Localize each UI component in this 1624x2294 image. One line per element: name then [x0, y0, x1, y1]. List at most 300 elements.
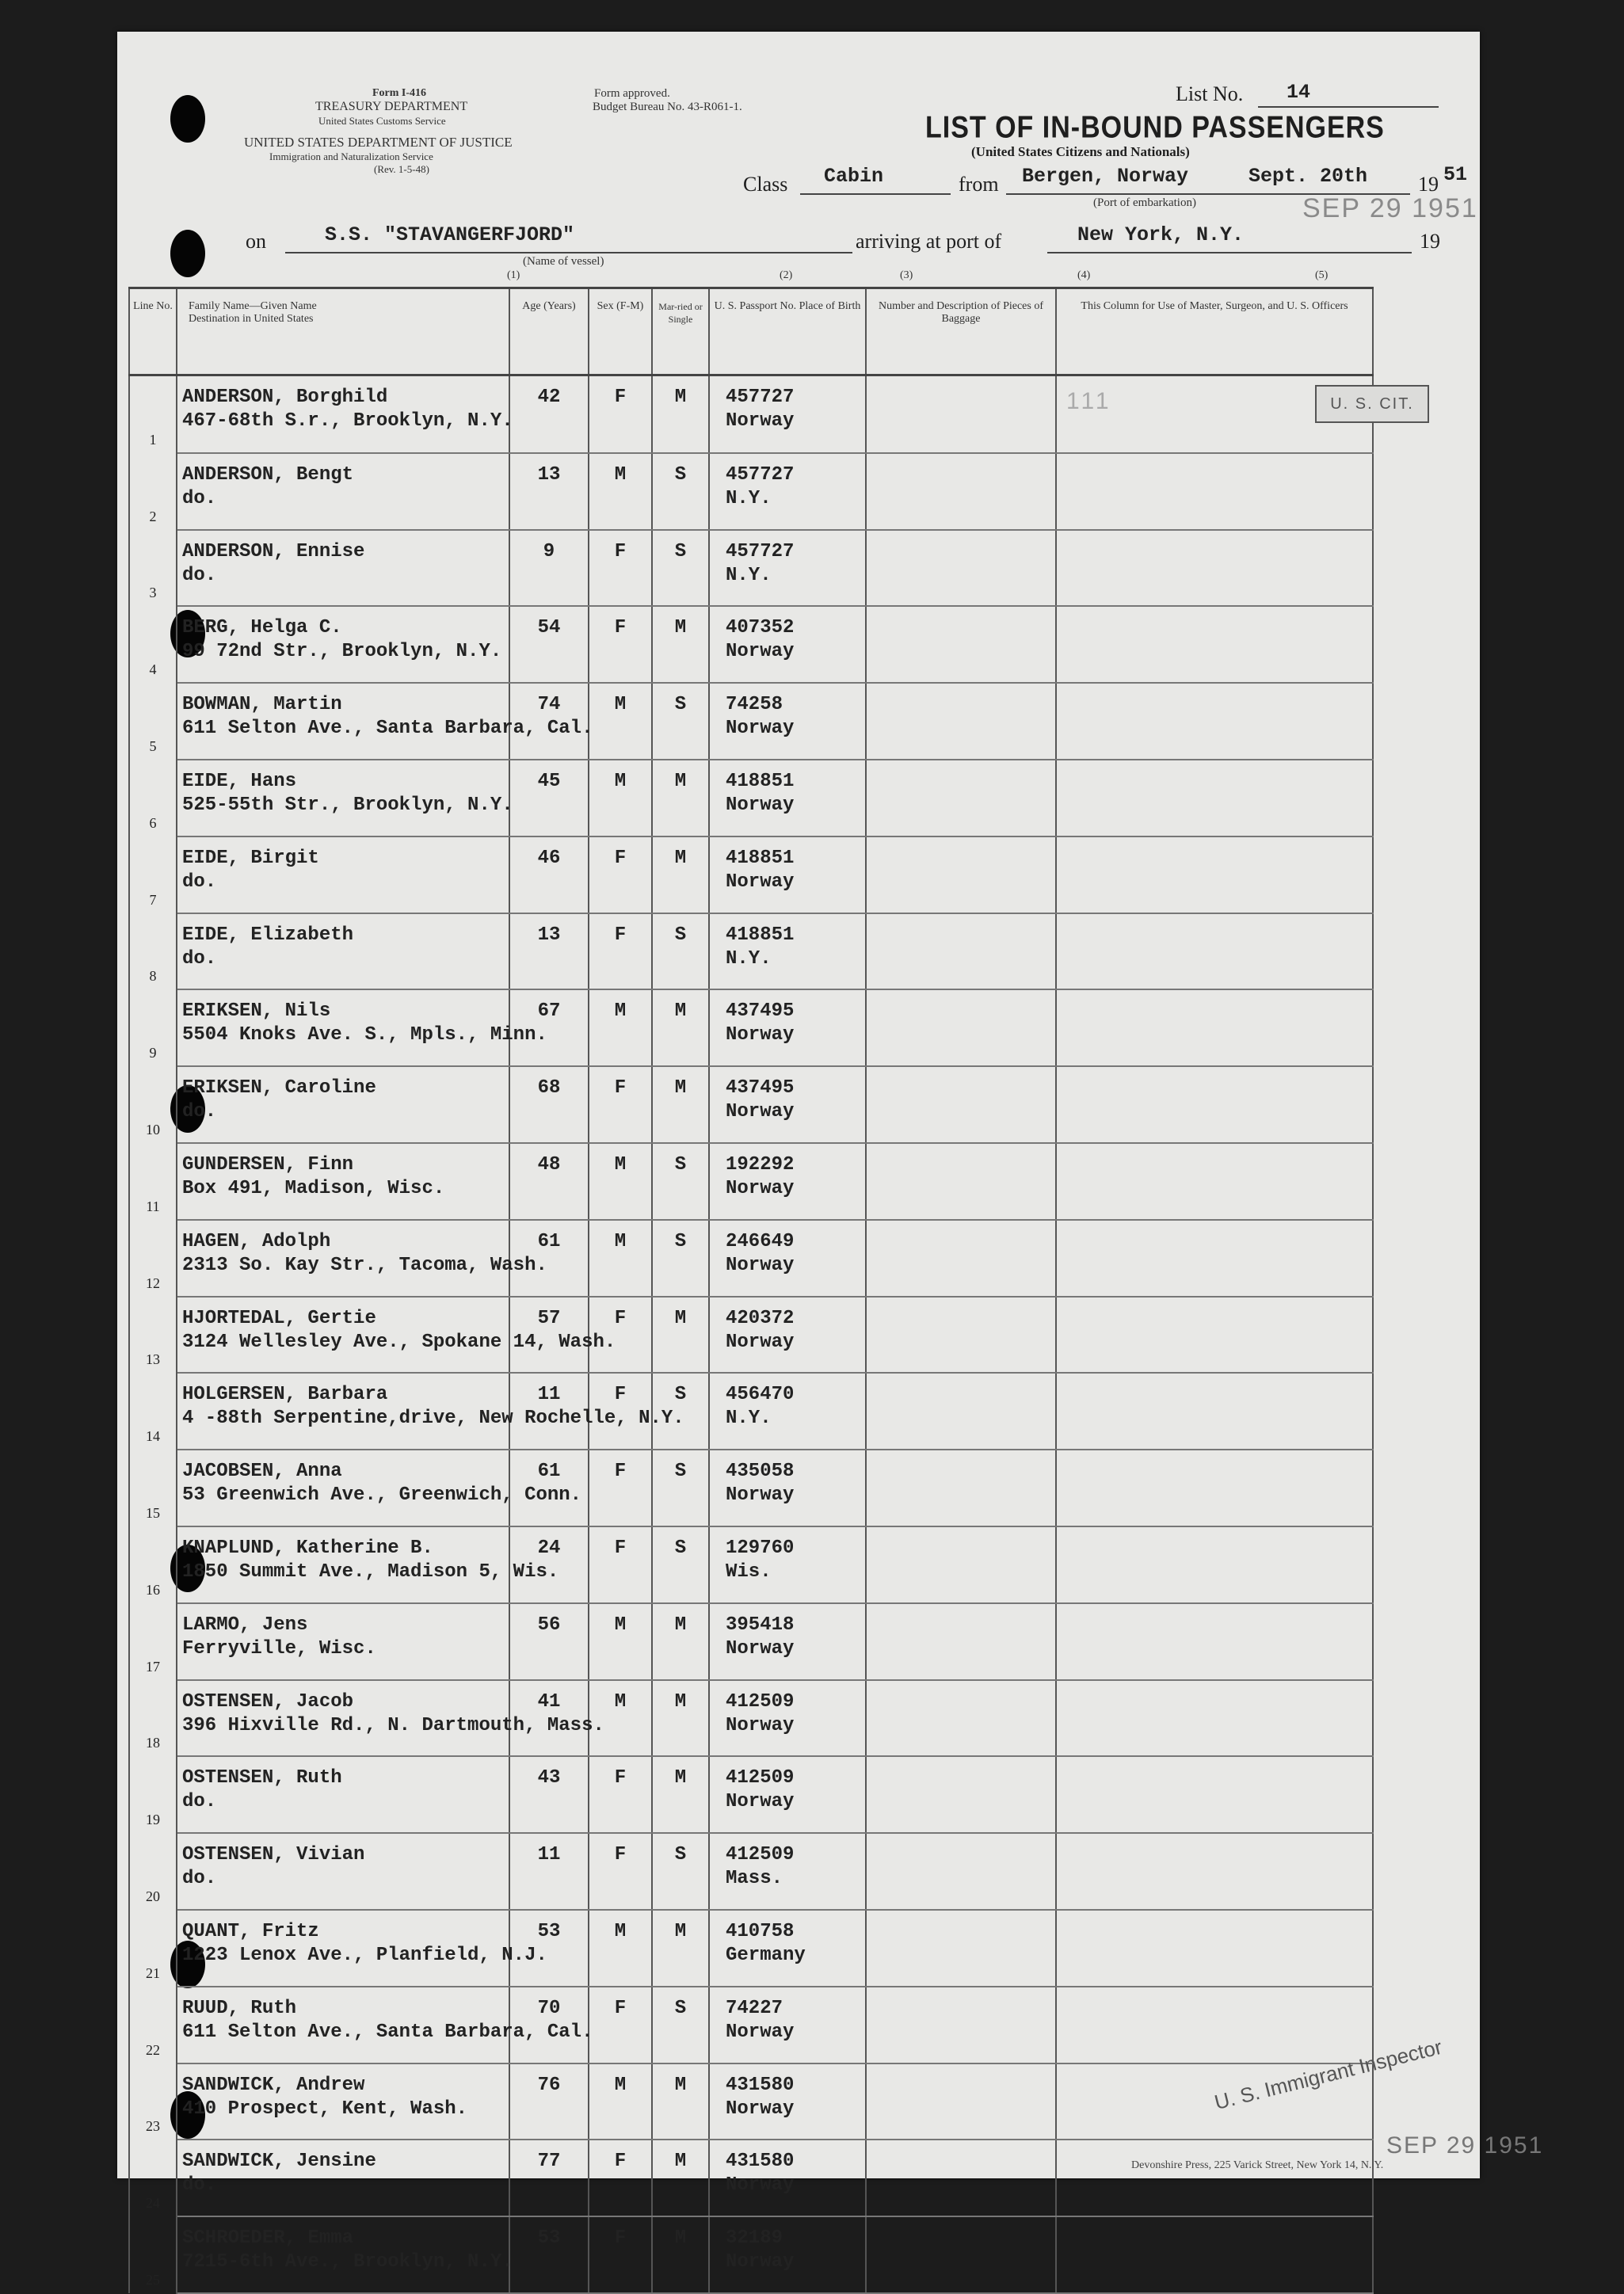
passport-cell [709, 683, 866, 760]
passenger-row [129, 375, 1373, 453]
officers-cell [1056, 1987, 1373, 2063]
passenger-sex: F [614, 1767, 627, 1789]
age-cell [509, 530, 589, 607]
passport-cell [709, 606, 866, 683]
passenger-destination: do. [182, 1868, 217, 1890]
passenger-destination: 53 Greenwich Ave., Greenwich, Conn. [182, 1484, 582, 1507]
officers-cell [1056, 1373, 1373, 1450]
passenger-sex: M [614, 1153, 627, 1176]
passport-cell [709, 1603, 866, 1680]
form-number: Form I-416 [372, 87, 427, 99]
passenger-sex: F [614, 1384, 627, 1406]
marital-cell [652, 2216, 709, 2293]
passenger-sex: F [614, 1844, 627, 1866]
passport-cell [709, 1833, 866, 1910]
passport-cell [709, 453, 866, 530]
name-destination-cell [177, 2063, 509, 2140]
passport-cell [709, 1220, 866, 1297]
passenger-marital-status: M [674, 617, 687, 639]
sex-cell [589, 1450, 652, 1526]
passenger-marital-status: M [674, 1690, 687, 1713]
officers-cell [1056, 606, 1373, 683]
passenger-destination: 2313 So. Kay Str., Tacoma, Wash. [182, 1254, 547, 1276]
age-cell [509, 1603, 589, 1680]
header-name-destination: Family Name—Given Name Destination in United States [177, 288, 509, 375]
sex-cell [589, 1526, 652, 1603]
list-no-underline [1258, 106, 1439, 108]
arrival-date-stamp: SEP 29 1951 [1302, 193, 1478, 223]
passenger-marital-status: S [674, 924, 687, 946]
passenger-row [129, 1680, 1373, 1757]
passenger-sex: F [614, 617, 627, 639]
age-cell [509, 2063, 589, 2140]
passenger-marital-status: S [674, 463, 687, 486]
sex-cell [589, 453, 652, 530]
place-of-birth: Norway [726, 1331, 795, 1353]
age-cell [509, 1756, 589, 1833]
sex-cell [589, 530, 652, 607]
class-underline [800, 193, 951, 195]
line-number: 8 [129, 913, 177, 990]
officers-cell [1056, 760, 1373, 836]
passport-number: 456470 [726, 1384, 795, 1406]
passport-number: 74227 [726, 1997, 783, 2019]
sex-cell [589, 2063, 652, 2140]
passenger-marital-status: S [674, 1384, 687, 1406]
age-cell [509, 913, 589, 990]
passport-number: 418851 [726, 924, 795, 946]
passport-number: 431580 [726, 2151, 795, 2173]
passenger-marital-status: S [674, 694, 687, 716]
baggage-cell [866, 1910, 1056, 1987]
sex-cell [589, 1066, 652, 1143]
passport-number: 129760 [726, 1537, 795, 1559]
passenger-name: EIDE, Hans [182, 770, 297, 792]
baggage-cell [866, 2216, 1056, 2293]
header-officers: This Column for Use of Master, Surgeon, and U. S. Officers [1056, 288, 1373, 375]
marital-cell [652, 760, 709, 836]
passenger-name: GUNDERSEN, Finn [182, 1153, 354, 1176]
passenger-row [129, 530, 1373, 607]
officers-cell [1056, 913, 1373, 990]
sex-cell [589, 1603, 652, 1680]
line-number: 13 [129, 1297, 177, 1374]
passenger-row [129, 1373, 1373, 1450]
col-num-5: (5) [1315, 269, 1329, 281]
passport-cell [709, 1373, 866, 1450]
passenger-age: 77 [537, 2151, 561, 2173]
passport-cell [709, 1143, 866, 1220]
header-married: Mar-ried or Single [652, 288, 709, 375]
line-number: 7 [129, 836, 177, 913]
baggage-cell [866, 1220, 1056, 1297]
passenger-name: KNAPLUND, Katherine B. [182, 1537, 433, 1559]
age-cell [509, 1833, 589, 1910]
header-sex: Sex (F-M) [589, 288, 652, 375]
place-of-birth: Norway [726, 1484, 795, 1507]
passenger-marital-status: S [674, 540, 687, 562]
passenger-destination: 467-68th S.r., Brooklyn, N.Y. [182, 410, 513, 432]
passenger-destination: do. [182, 487, 217, 509]
passenger-name: OSTENSEN, Jacob [182, 1690, 354, 1713]
sex-cell [589, 760, 652, 836]
name-destination-cell [177, 1066, 509, 1143]
line-number: 25 [129, 2216, 177, 2293]
age-cell [509, 2140, 589, 2216]
passenger-age: 61 [537, 1461, 561, 1483]
passenger-name: HJORTEDAL, Gertie [182, 1307, 376, 1329]
passport-cell [709, 913, 866, 990]
place-of-birth: Norway [726, 2174, 795, 2197]
passenger-marital-status: S [674, 1230, 687, 1252]
line-number: 20 [129, 1833, 177, 1910]
passenger-row [129, 453, 1373, 530]
place-of-birth: N.Y. [726, 1408, 772, 1430]
baggage-cell [866, 989, 1056, 1066]
sex-cell [589, 989, 652, 1066]
passenger-marital-status: M [674, 847, 687, 869]
passenger-age: 56 [537, 1614, 561, 1636]
passport-number: 457727 [726, 387, 795, 408]
sex-cell [589, 1756, 652, 1833]
passenger-age: 68 [537, 1077, 561, 1099]
marital-cell [652, 1987, 709, 2063]
marital-cell [652, 989, 709, 1066]
passport-cell [709, 1910, 866, 1987]
passenger-sex: M [614, 1230, 627, 1252]
passenger-age: 43 [537, 1767, 561, 1789]
place-of-birth: Norway [726, 1024, 795, 1046]
passenger-destination: do. [182, 871, 217, 893]
sex-cell [589, 913, 652, 990]
vessel-name: S.S. "STAVANGERFJORD" [325, 223, 575, 246]
marital-cell [652, 1910, 709, 1987]
sex-cell [589, 1220, 652, 1297]
passenger-table [128, 287, 1374, 2294]
arriving-underline [1047, 252, 1412, 253]
line-number: 17 [129, 1603, 177, 1680]
line-number: 6 [129, 760, 177, 836]
officers-cell [1056, 836, 1373, 913]
sex-cell [589, 2216, 652, 2293]
marital-cell [652, 1066, 709, 1143]
line-number: 5 [129, 683, 177, 760]
baggage-mark: 111 [1066, 388, 1112, 414]
baggage-cell [866, 913, 1056, 990]
passenger-row [129, 606, 1373, 683]
passenger-name: HAGEN, Adolph [182, 1230, 331, 1252]
passenger-sex: M [614, 770, 627, 792]
passenger-age: 13 [537, 463, 561, 486]
form-approved: Form approved. [594, 87, 670, 100]
passenger-row [129, 1450, 1373, 1526]
officers-cell [1056, 1910, 1373, 1987]
place-of-birth: Norway [726, 718, 795, 740]
officers-cell [1056, 2140, 1373, 2216]
sailing-date: Sept. 20th [1248, 165, 1368, 188]
passenger-sex: F [614, 1077, 627, 1099]
sex-cell [589, 1987, 652, 2063]
marital-cell [652, 530, 709, 607]
printer-imprint: Devonshire Press, 225 Varick Street, New York 14, N. Y. [1131, 2159, 1384, 2171]
officers-cell [1056, 1833, 1373, 1910]
passenger-age: 53 [537, 2227, 561, 2250]
passenger-marital-status: S [674, 1997, 687, 2019]
passenger-row [129, 683, 1373, 760]
passenger-name: LARMO, Jens [182, 1614, 308, 1636]
punch-hole [170, 230, 205, 277]
passport-cell [709, 1680, 866, 1757]
from-label: from [959, 173, 999, 196]
baggage-cell [866, 2140, 1056, 2216]
passenger-name: SCHROEDER, Emma [182, 2227, 354, 2250]
header-passport: U. S. Passport No. Place of Birth [709, 288, 866, 375]
inspector-stamp: U. S. Immigrant Inspector [1212, 2034, 1445, 2115]
passenger-marital-status: M [674, 1307, 687, 1329]
passport-number: 246649 [726, 1230, 795, 1252]
col-num-4: (4) [1077, 269, 1091, 281]
passenger-marital-status: M [674, 1614, 687, 1636]
name-destination-cell [177, 1833, 509, 1910]
passenger-name: SANDWICK, Andrew [182, 2074, 365, 2096]
passport-number: 395418 [726, 1614, 795, 1636]
passenger-marital-status: M [674, 1767, 687, 1789]
officers-cell [1056, 1450, 1373, 1526]
marital-cell [652, 1143, 709, 1220]
passenger-destination: Ferryville, Wisc. [182, 1637, 376, 1660]
vessel-underline [285, 252, 852, 253]
passenger-age: 67 [537, 1000, 561, 1023]
marital-cell [652, 2063, 709, 2140]
passenger-age: 13 [537, 924, 561, 946]
passenger-destination: 4 -88th Serpentine,drive, New Rochelle, N.Y. [182, 1408, 684, 1430]
line-number: 24 [129, 2140, 177, 2216]
passport-number: 431580 [726, 2074, 795, 2096]
place-of-birth: Germany [726, 1944, 806, 1966]
line-number: 9 [129, 989, 177, 1066]
passport-number: 32189 [726, 2227, 783, 2250]
year2-label: 19 [1420, 230, 1440, 253]
passenger-sex: F [614, 1997, 627, 2019]
officers-cell [1056, 1297, 1373, 1374]
passenger-destination: 1223 Lenox Ave., Planfield, N.J. [182, 1944, 547, 1966]
baggage-cell [866, 1756, 1056, 1833]
marital-cell [652, 453, 709, 530]
age-cell [509, 453, 589, 530]
place-of-birth: Norway [726, 2098, 795, 2120]
baggage-cell [866, 1143, 1056, 1220]
passenger-name: EIDE, Birgit [182, 847, 319, 869]
passenger-age: 54 [537, 617, 561, 639]
header-age: Age (Years) [509, 288, 589, 375]
class-label: Class [743, 173, 788, 196]
passenger-destination: do. [182, 947, 217, 970]
passenger-marital-status: M [674, 2074, 687, 2096]
marital-cell [652, 1526, 709, 1603]
from-value: Bergen, Norway [1022, 165, 1189, 188]
passport-number: 412509 [726, 1844, 795, 1866]
passport-cell [709, 836, 866, 913]
embarkation-label: (Port of embarkation) [1093, 196, 1196, 209]
passenger-row [129, 2063, 1373, 2140]
passenger-row [129, 1987, 1373, 2063]
line-number: 15 [129, 1450, 177, 1526]
passenger-row [129, 1756, 1373, 1833]
vessel-label: (Name of vessel) [523, 255, 604, 268]
passenger-row [129, 2216, 1373, 2293]
name-destination-cell [177, 989, 547, 1066]
table-header-row [129, 288, 1373, 375]
line-number: 1 [129, 375, 177, 453]
line-number: 23 [129, 2063, 177, 2140]
line-number: 21 [129, 1910, 177, 1987]
passenger-row [129, 1297, 1373, 1374]
age-cell [509, 375, 589, 453]
passenger-destination: 5504 Knoks Ave. S., Mpls., Minn. [182, 1024, 547, 1046]
place-of-birth: Norway [726, 2021, 795, 2043]
passenger-age: 11 [537, 1844, 561, 1866]
passenger-name: ERIKSEN, Caroline [182, 1077, 376, 1099]
passenger-sex: F [614, 924, 627, 946]
passenger-age: 61 [537, 1230, 561, 1252]
baggage-cell [866, 1833, 1056, 1910]
officers-cell [1056, 2216, 1373, 2293]
place-of-birth: N.Y. [726, 947, 772, 970]
passenger-name: ERIKSEN, Nils [182, 1000, 331, 1023]
passenger-row [129, 1603, 1373, 1680]
passenger-name: HOLGERSEN, Barbara [182, 1384, 388, 1406]
revision: (Rev. 1-5-48) [374, 163, 429, 175]
passenger-marital-status: M [674, 2227, 687, 2250]
passport-cell [709, 1066, 866, 1143]
name-destination-cell [177, 1143, 509, 1220]
passenger-sex: F [614, 387, 627, 408]
passport-cell [709, 1987, 866, 2063]
passenger-name: QUANT, Fritz [182, 1920, 319, 1942]
passenger-marital-status: S [674, 1537, 687, 1559]
passenger-name: BERG, Helga C. [182, 617, 342, 639]
baggage-cell [866, 836, 1056, 913]
name-destination-cell [177, 1756, 509, 1833]
year-prefix: 19 [1418, 173, 1439, 196]
baggage-cell [866, 606, 1056, 683]
passenger-marital-status: M [674, 1000, 687, 1023]
officers-cell [1056, 989, 1373, 1066]
passenger-age: 41 [537, 1690, 561, 1713]
passport-number: 74258 [726, 694, 783, 716]
passenger-age: 74 [537, 694, 561, 716]
baggage-cell [866, 760, 1056, 836]
passenger-row [129, 760, 1373, 836]
line-number: 19 [129, 1756, 177, 1833]
age-cell [509, 760, 589, 836]
passenger-sex: M [614, 1614, 627, 1636]
arriving-label: arriving at port of [856, 230, 1002, 253]
passenger-destination: 525-55th Str., Brooklyn, N.Y. [182, 794, 513, 816]
passenger-age: 70 [537, 1997, 561, 2019]
place-of-birth: Norway [726, 1254, 795, 1276]
passport-number: 412509 [726, 1690, 795, 1713]
passport-cell [709, 1756, 866, 1833]
treasury-dept: TREASURY DEPARTMENT [315, 100, 468, 113]
name-destination-cell [177, 913, 509, 990]
passenger-name: OSTENSEN, Ruth [182, 1767, 342, 1789]
passenger-name: ANDERSON, Borghild [182, 387, 388, 408]
age-cell [509, 1066, 589, 1143]
place-of-birth: Norway [726, 410, 795, 432]
arriving-port: New York, N.Y. [1077, 223, 1245, 246]
list-no-value: 14 [1287, 81, 1311, 104]
passenger-destination: 1850 Summit Ave., Madison 5, Wis. [182, 1560, 559, 1583]
name-destination-cell [177, 2216, 513, 2293]
passenger-marital-status: S [674, 1461, 687, 1483]
marital-cell [652, 1603, 709, 1680]
passenger-sex: F [614, 2151, 627, 2173]
line-number: 12 [129, 1220, 177, 1297]
passenger-destination: 99 72nd Str., Brooklyn, N.Y. [182, 641, 502, 663]
passport-number: 437495 [726, 1000, 795, 1023]
passenger-row [129, 1833, 1373, 1910]
passenger-marital-status: M [674, 2151, 687, 2173]
passenger-name: BOWMAN, Martin [182, 694, 342, 716]
officers-cell [1056, 683, 1373, 760]
place-of-birth: Mass. [726, 1868, 783, 1890]
passport-number: 420372 [726, 1307, 795, 1329]
passenger-row [129, 1910, 1373, 1987]
officers-cell [1056, 1680, 1373, 1757]
passenger-destination: Box 491, Madison, Wisc. [182, 1177, 445, 1199]
marital-cell [652, 1220, 709, 1297]
name-destination-cell [177, 530, 509, 607]
line-number: 4 [129, 606, 177, 683]
name-destination-cell [177, 760, 513, 836]
sex-cell [589, 1143, 652, 1220]
place-of-birth: Norway [726, 871, 795, 893]
punch-hole [170, 95, 205, 143]
passenger-age: 42 [537, 387, 561, 408]
age-cell [509, 1143, 589, 1220]
line-number: 3 [129, 530, 177, 607]
passenger-sex: M [614, 2074, 627, 2096]
passport-cell [709, 1297, 866, 1374]
place-of-birth: Norway [726, 2251, 795, 2273]
name-destination-cell [177, 1910, 547, 1987]
passenger-row [129, 913, 1373, 990]
passenger-name: OSTENSEN, Vivian [182, 1844, 365, 1866]
place-of-birth: Norway [726, 1177, 795, 1199]
baggage-cell [866, 1450, 1056, 1526]
passenger-destination: 611 Selton Ave., Santa Barbara, Cal. [182, 2021, 593, 2043]
passport-number: 435058 [726, 1461, 795, 1483]
passenger-name: JACOBSEN, Anna [182, 1461, 342, 1483]
baggage-cell [866, 530, 1056, 607]
officers-cell [1056, 1603, 1373, 1680]
baggage-cell [866, 375, 1056, 453]
place-of-birth: Norway [726, 1101, 795, 1123]
baggage-cell [866, 1680, 1056, 1757]
passenger-destination: 611 Selton Ave., Santa Barbara, Cal. [182, 718, 593, 740]
baggage-cell [866, 2063, 1056, 2140]
line-number: 22 [129, 1987, 177, 2063]
passenger-sex: M [614, 1000, 627, 1023]
passenger-age: 9 [543, 540, 555, 562]
justice-dept: UNITED STATES DEPARTMENT OF JUSTICE [244, 135, 513, 150]
sex-cell [589, 2140, 652, 2216]
year-value: 51 [1443, 163, 1468, 186]
passenger-row [129, 836, 1373, 913]
page-subtitle: (United States Citizens and Nationals) [971, 144, 1190, 159]
inspector-date-stamp: SEP 29 1951 [1386, 2132, 1544, 2159]
